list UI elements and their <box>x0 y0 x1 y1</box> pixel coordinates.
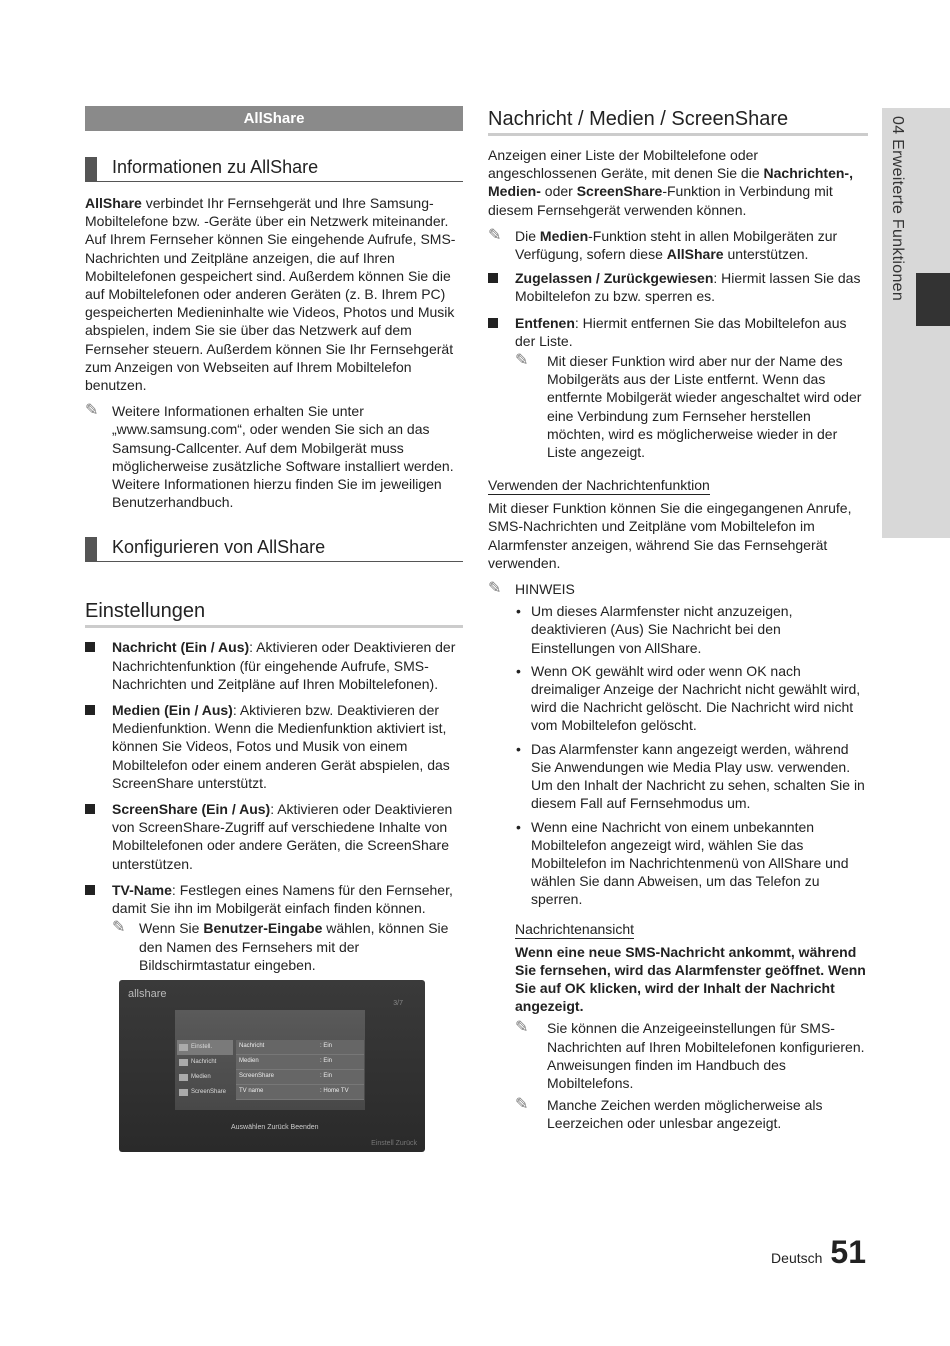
intro-paragraph: Anzeigen einer Liste der Mobiltelefone oder angeschlossenen Geräte, mit denen Sie die Nachrichten-, Medien- oder ScreenShare-Funktion in Verbindung mit diesem Fernsehgerät verwenden können. <box>488 147 853 218</box>
tv-menu-item: Nachricht <box>177 1055 233 1070</box>
heading-nachrichtenansicht: Nachrichtenansicht <box>515 920 635 937</box>
options-list <box>488 269 868 350</box>
list-item: ScreenShare (Ein / Aus): Aktivieren oder Deaktivieren von ScreenShare-Zugriff auf verschiedene Inhalte von Mobiltelefonen oder andere Geräten, die ScreenShare unterstützen. <box>85 800 463 873</box>
left-column <box>85 106 463 974</box>
pencil-icon: ✎ <box>515 352 529 370</box>
square-bullet-icon <box>85 705 95 715</box>
media-icon <box>179 1074 188 1081</box>
intro-paragraph: AllShare verbindet Ihr Fernsehgerät und Ihre Samsung-Mobiltelefone bzw. -Geräte über ein Netzwerk miteinander. Auf Ihrem Fernseher können Sie eingehende Aufrufe, SMS-Nachrichten und Zeitpläne anzeigen, die auf Ihren Mobiltelefonen gespeichert sind. Außerdem können Sie die auf Mobiltelefonen oder anderen Geräten (z. B. Ihrem PC) gespeicherten Medieninhalte wie Videos, Photos und Musik abspielen, indem Sie sie über das Netzwerk auf dem Fernseher steuern. Außerdem können Sie Ihr Fernsehgerät zum Anzeigen von Webseiten auf Ihrem Mobiltelefon benutzen. <box>85 195 456 394</box>
list-item: • Wenn OK gewählt wird oder wenn OK nach dreimaliger Anzeige der Nachricht nicht gewählt wird, wird die Nachricht gelöscht. Die Nachricht wird nicht vom Mobiltelefon gelöscht. <box>516 662 861 734</box>
tv-footer-buttons: Einstell Zurück <box>371 1140 417 1147</box>
bullet-dot-icon: • <box>516 662 521 679</box>
bullet-dot-icon: • <box>516 740 521 757</box>
heading-konfigurieren: Konfigurieren von AllShare <box>85 537 463 562</box>
square-bullet-icon <box>488 273 498 283</box>
table-row: TV name : Home TV <box>236 1085 364 1100</box>
page-number: 51 <box>830 1234 866 1270</box>
tv-footer-help: Auswählen Zurück Beenden <box>231 1124 319 1131</box>
list-item: • Wenn eine Nachricht von einem unbekannten Mobiltelefon angezeigt wird, wählen Sie das Mobiltelefon im Nachrichtenmenü von AllShare und wählen Sie dann Abweisen, um das Telefon zu sperren. <box>516 818 849 908</box>
heading-nachrichtenfunktion: Verwenden der Nachrichtenfunktion <box>488 477 710 494</box>
tv-menu <box>177 1040 233 1100</box>
gear-icon <box>179 1044 188 1051</box>
tv-settings-grid <box>236 1040 364 1100</box>
language-label: Deutsch <box>771 1250 823 1266</box>
list-item: • Um dieses Alarmfenster nicht anzuzeigen, deaktivieren (Aus) Sie Nachricht bei den Einstellungen von AllShare. <box>516 603 793 656</box>
bullet-dot-icon: • <box>516 818 521 835</box>
tv-menu-item: Medien <box>177 1070 233 1085</box>
hinweis-list <box>488 602 868 908</box>
pencil-icon: ✎ <box>488 226 502 244</box>
nachrichtenansicht-paragraph: Wenn eine neue SMS-Nachricht ankommt, während Sie fernsehen, wird das Alarmfenster geöffnet. Wenn Sie auf OK klicken, wird der Inhalt der Nachricht angezeigt. <box>515 943 866 1015</box>
square-bullet-icon <box>488 318 498 328</box>
note-medien: ✎ Die Medien-Funktion steht in allen Mobilgeräten zur Verfügung, sofern diese AllShare unterstützen. <box>488 226 838 263</box>
pencil-icon: ✎ <box>112 919 126 937</box>
list-item: Nachricht (Ein / Aus): Aktivieren oder Deaktivieren der Nachrichtenfunktion (für eingehende Aufrufe, SMS-Nachrichten und Zeitpläne auf Ihren Mobiltelefonen). <box>85 638 463 693</box>
heading-einstellungen: Einstellungen <box>85 600 463 628</box>
note-tv-name: ✎ Wenn Sie Benutzer-Eingabe wählen, können Sie den Namen des Fernsehers mit der Bildschirmtastatur eingeben. <box>112 919 449 973</box>
square-bullet-icon <box>85 804 95 814</box>
bullet-dot-icon: • <box>516 603 521 620</box>
chapter-side-tab <box>882 108 950 538</box>
table-row: Medien : Ein <box>236 1055 364 1070</box>
pencil-icon: ✎ <box>85 402 99 420</box>
message-icon <box>179 1059 188 1066</box>
allshare-logo: allshare <box>128 988 167 1000</box>
pencil-icon: ✎ <box>515 1096 529 1114</box>
list-item: • Das Alarmfenster kann angezeigt werden, während Sie Anwendungen wie Media Play usw. verwenden. Um den Inhalt der Nachricht zu sehen, schalten Sie in diesem Fall auf Fernsehmodus um. <box>516 740 865 812</box>
note-display-settings: ✎ Sie können die Anzeigeeinstellungen für SMS-Nachrichten auf Ihren Mobiltelefonen konfigurieren. Anweisungen finden im Handbuch des Mobiltelefons. <box>515 1019 865 1091</box>
page-footer <box>771 1234 866 1271</box>
list-item: Entfenen: Hiermit entfernen Sie das Mobiltelefon aus der Liste. <box>488 314 868 350</box>
heading-informationen: Informationen zu AllShare <box>85 157 463 182</box>
message-function-paragraph: Mit dieser Funktion können Sie die eingegangenen Anrufe, SMS-Nachrichten und Zeitpläne vom Mobiltelefon im Alarmfenster anzeigen, während Sie das Fernsehgerät verwenden. <box>488 500 852 571</box>
note-remove: ✎ Mit dieser Funktion wird aber nur der Name des Mobilgeräts aus der Liste entfernt. Wenn das entfernte Mobilgerät wieder angeschaltet wird oder eine Verbindung zum Fernseher herstellen möchten, wird es möglicherweise wieder in der Liste angezeigt. <box>515 352 862 461</box>
square-bullet-icon <box>85 885 95 895</box>
chapter-marker <box>916 273 950 326</box>
tv-menu-item: Einstell. <box>177 1040 233 1055</box>
tv-menu-item: ScreenShare <box>177 1085 233 1100</box>
allshare-header-bar: AllShare <box>85 106 463 131</box>
square-bullet-icon <box>85 642 95 652</box>
pencil-icon: ✎ <box>515 1019 529 1037</box>
settings-list <box>85 638 463 917</box>
screenshare-icon <box>179 1089 188 1096</box>
list-item: Zugelassen / Zurückgewiesen: Hiermit lassen Sie das Mobiltelefon zu bzw. sperren es. <box>488 269 868 305</box>
chapter-label: 04 Erweiterte Funktionen <box>889 116 906 302</box>
list-item: TV-Name: Festlegen eines Namens für den Fernseher, damit Sie ihn im Mobilgerät einfach finden können. <box>85 881 463 917</box>
heading-nachricht-medien: Nachricht / Medien / ScreenShare <box>488 108 868 136</box>
list-item: Medien (Ein / Aus): Aktivieren bzw. Deaktivieren der Medienfunktion. Wenn die Medienfunktion aktiviert ist, können Sie Videos, Fotos und Musik von einem Mobiltelefon oder einem anderen Gerät abspielen, das ScreenShare unterstützt. <box>85 701 463 792</box>
note-characters: ✎ Manche Zeichen werden möglicherweise als Leerzeichen oder unlesbar angezeigt. <box>515 1096 823 1132</box>
right-column <box>488 108 868 1133</box>
pencil-icon: ✎ <box>488 580 502 598</box>
table-row: ScreenShare : Ein <box>236 1070 364 1085</box>
allshare-tv-screenshot <box>119 980 425 1152</box>
page-indicator: 3/7 <box>393 1000 403 1007</box>
table-row: Nachricht : Ein <box>236 1040 364 1055</box>
hinweis-label: ✎ HINWEIS <box>488 580 575 598</box>
note-samsung: ✎ Weitere Informationen erhalten Sie unter „www.samsung.com“, oder wenden Sie sich an das Samsung-Callcenter. Auf dem Mobilgerät muss möglicherweise zusätzliche Software installiert werden. Weitere Informationen hierzu finden Sie im jeweiligen Benutzerhandbuch. <box>85 402 454 511</box>
